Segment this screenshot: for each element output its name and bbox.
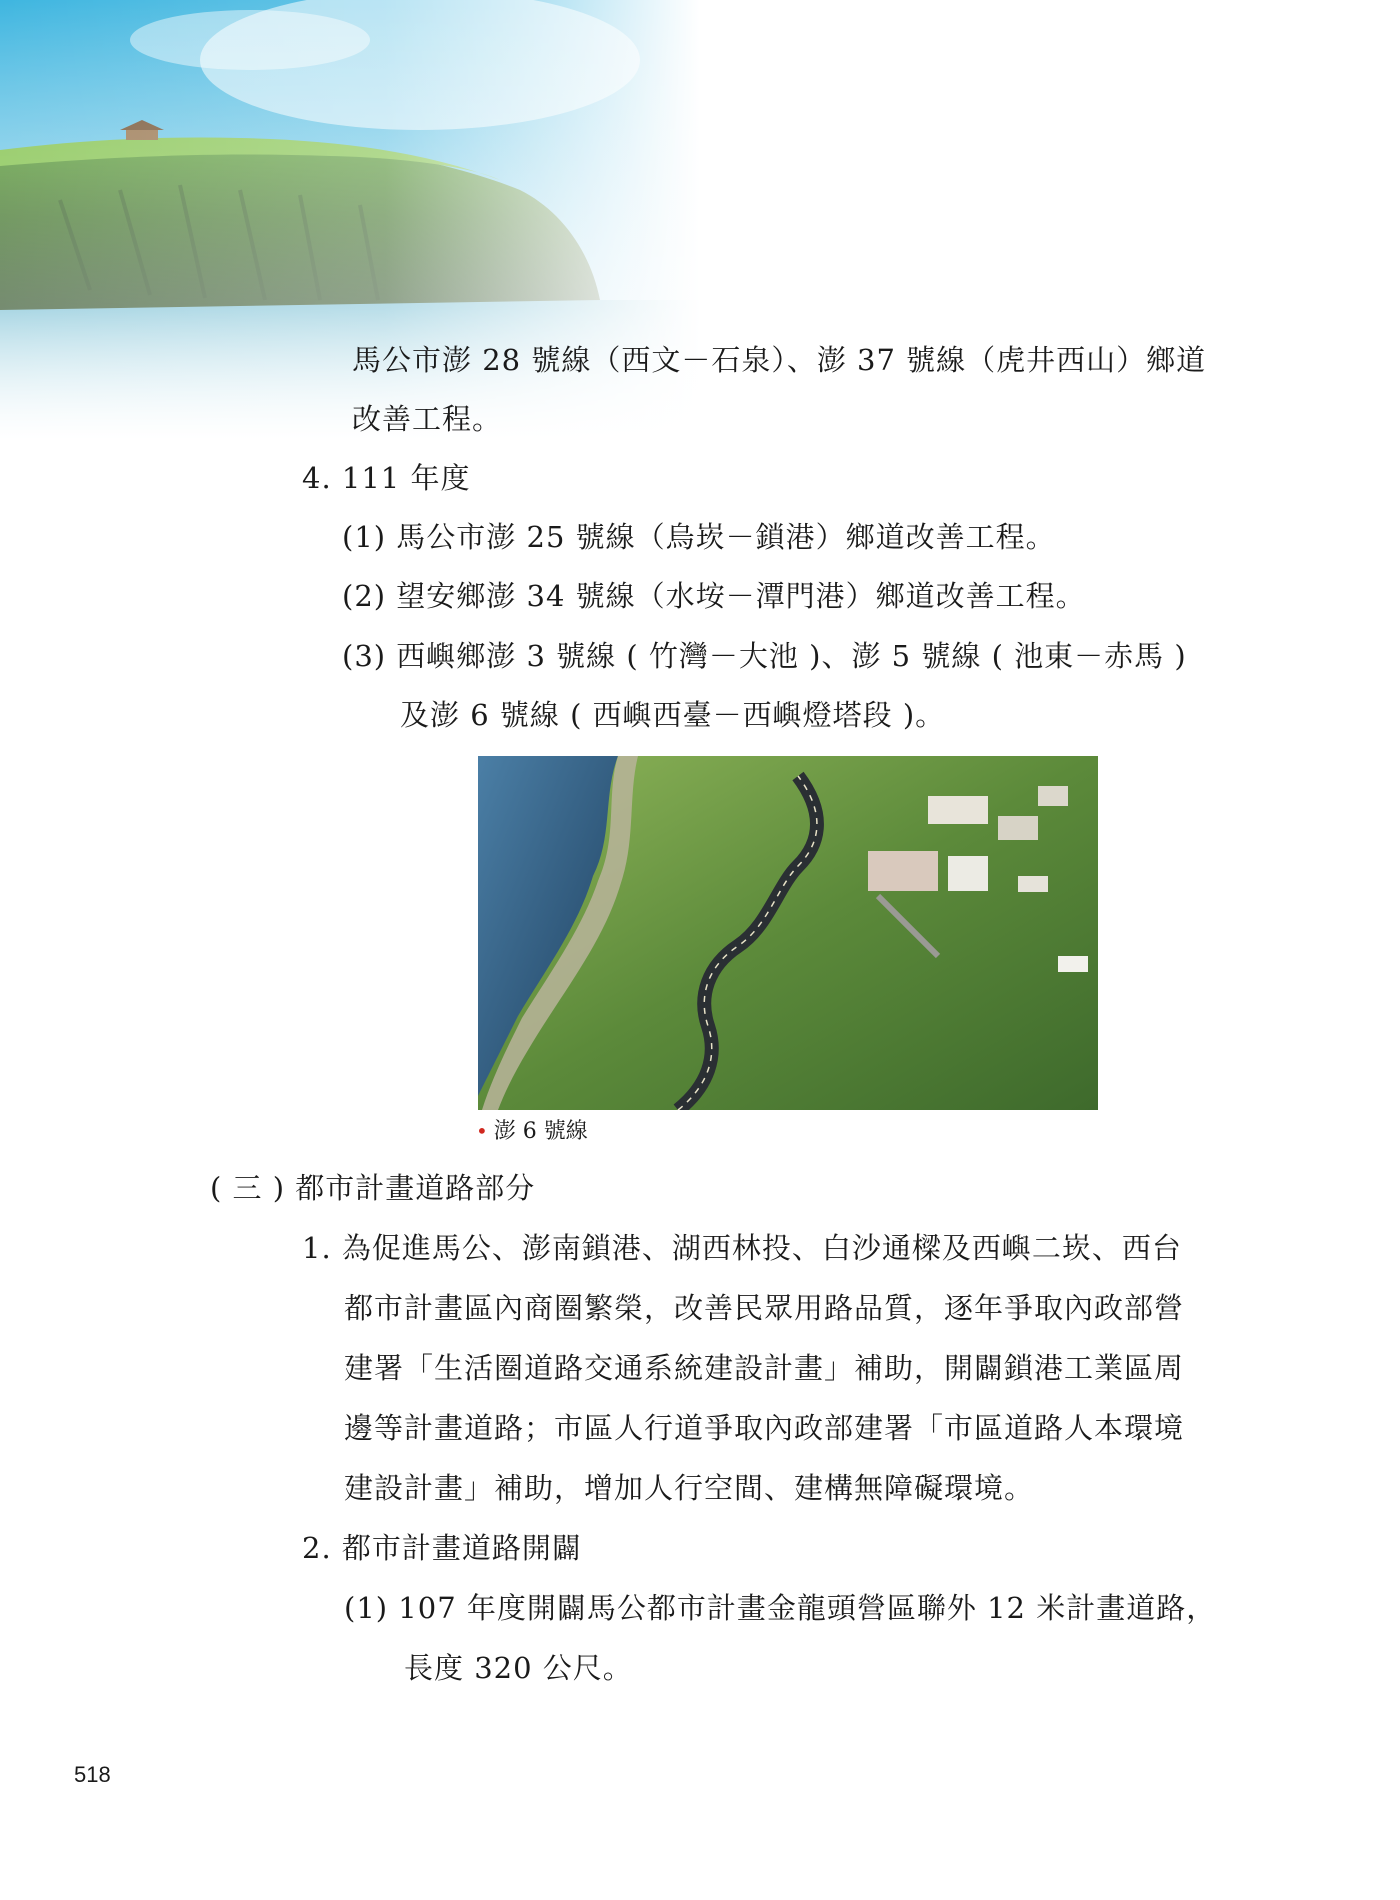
text-line: 長度 320 公尺。 [404,1651,633,1685]
page-number: 518 [74,1762,111,1787]
list-heading: 4. 111 年度 [302,461,471,495]
section-heading: ( 三 ) 都市計畫道路部分 [210,1171,536,1205]
text-line: 建設計畫」補助，增加人行空間、建構無障礙環境。 [344,1471,1035,1505]
caption-bullet-icon: • [476,1119,488,1143]
list-item: (2) 望安鄉澎 34 號線（水垵－潭門港）鄉道改善工程。 [342,579,1086,613]
list-item: (1) 107 年度開闢馬公都市計畫金龍頭營區聯外 12 米計畫道路， [344,1591,1217,1625]
caption-text: 澎 6 號線 [493,1119,588,1144]
list-item: 1. 為促進馬公、澎南鎖港、湖西林投、白沙通樑及西嶼二崁、西台 [302,1231,1182,1265]
road-photo [478,756,1098,1110]
list-item: (1) 馬公市澎 25 號線（烏崁－鎖港）鄉道改善工程。 [342,520,1056,554]
text-line: 邊等計畫道路；市區人行道爭取內政部建署「市區道路人本環境 [344,1411,1185,1445]
list-heading: 2. 都市計畫道路開闢 [302,1531,582,1565]
text-line: 都市計畫區內商圈繁榮，改善民眾用路品質，逐年爭取內政部營 [344,1291,1185,1325]
text-line: 馬公市澎 28 號線（西文－石泉）、澎 37 號線（虎井西山）鄉道 [352,343,1207,377]
text-line: 及澎 6 號線 ( 西嶼西臺－西嶼燈塔段 )。 [400,698,946,732]
text-line: 改善工程。 [352,402,503,436]
photo-caption [476,1116,588,1147]
text-line: 建署「生活圈道路交通系統建設計畫」補助，開闢鎖港工業區周 [344,1351,1185,1385]
list-item: (3) 西嶼鄉澎 3 號線 ( 竹灣－大池 )、澎 5 號線 ( 池東－赤馬 ) [342,639,1187,673]
